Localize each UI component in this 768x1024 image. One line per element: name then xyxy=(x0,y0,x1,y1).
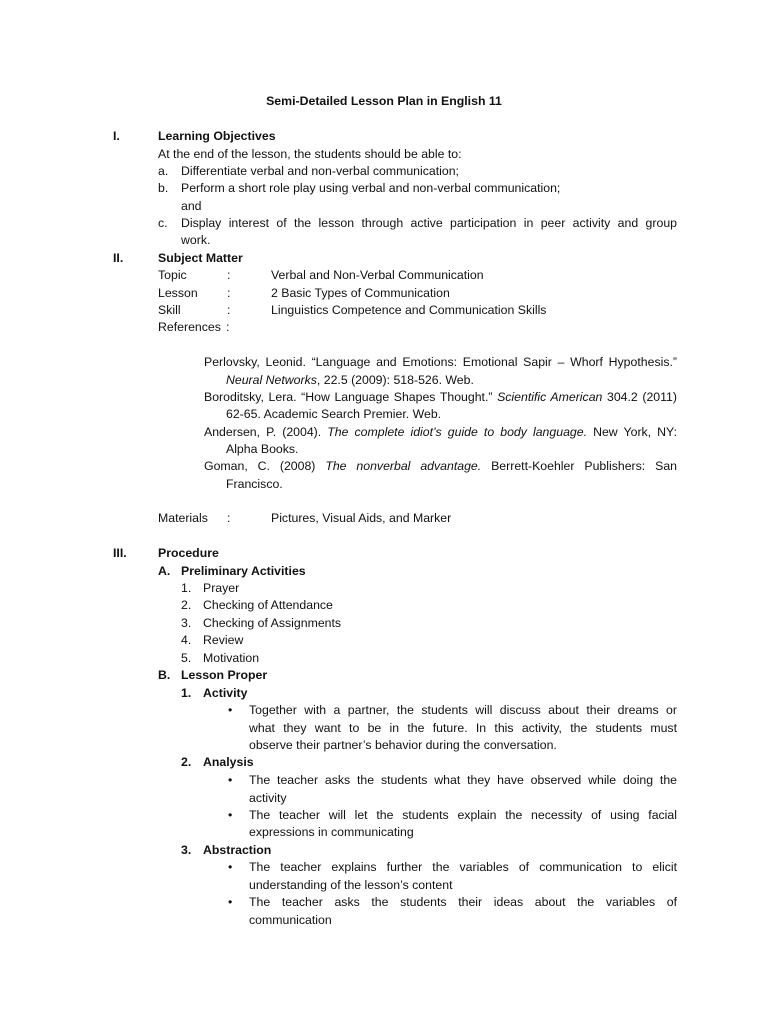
abstraction-bullet-1: • xyxy=(228,860,233,874)
skill-colon: : xyxy=(227,303,231,317)
abstraction-b2-line-1: The teacher asks the students their ideas about the variables of xyxy=(249,895,677,909)
section-2-numeral: II. xyxy=(113,251,124,265)
reference-2-line-2: 62-65. Academic Search Premier. Web. xyxy=(226,407,442,421)
prelim-item-5-num: 5. xyxy=(181,651,192,665)
lesson-label: Lesson xyxy=(158,286,198,300)
prelim-item-2-text: Checking of Attendance xyxy=(203,598,333,612)
part-a-heading: Preliminary Activities xyxy=(181,564,306,578)
topic-colon: : xyxy=(227,268,231,282)
lesson-value: 2 Basic Types of Communication xyxy=(271,286,450,300)
objective-c-continuation: work. xyxy=(181,233,211,247)
reference-2-line-1: Boroditsky, Lera. “How Language Shapes Thought.” Scientific American 304.2 (2011) xyxy=(204,390,677,404)
topic-label: Topic xyxy=(158,268,187,282)
objective-a-letter: a. xyxy=(158,164,169,178)
analysis-b1-line-1: The teacher asks the students what they have observed while doing the xyxy=(249,773,677,787)
activity-heading: Activity xyxy=(203,686,248,700)
page-title: Semi-Detailed Lesson Plan in English 11 xyxy=(266,94,502,108)
reference-1-line-2: Neural Networks, 22.5 (2009): 518-526. Web. xyxy=(226,373,474,387)
activity-bullet: • xyxy=(228,703,233,717)
materials-value: Pictures, Visual Aids, and Marker xyxy=(271,511,452,525)
analysis-b1-line-2: activity xyxy=(249,791,287,805)
part-a-letter: A. xyxy=(158,564,171,578)
prelim-item-5-text: Motivation xyxy=(203,651,260,665)
materials-label: Materials xyxy=(158,511,208,525)
topic-value: Verbal and Non-Verbal Communication xyxy=(271,268,484,282)
references-colon: : xyxy=(226,320,230,334)
reference-4-line-1: Goman, C. (2008) The nonverbal advantage. Berrett-Koehler Publishers: San xyxy=(204,459,677,473)
activity-line-2: what they want to be in the future. In this activity, the students must xyxy=(249,721,677,735)
section-3-heading: Procedure xyxy=(158,546,219,560)
prelim-item-3-text: Checking of Assignments xyxy=(203,616,342,630)
objective-c-text: Display interest of the lesson through active participation in peer activity and group xyxy=(181,216,677,230)
abstraction-b1-line-1: The teacher explains further the variables of communication to elicit xyxy=(249,860,677,874)
activity-num: 1. xyxy=(181,686,192,700)
reference-1-line-1: Perlovsky, Leonid. “Language and Emotions: Emotional Sapir – Whorf Hypothesis.” xyxy=(204,355,677,369)
lesson-colon: : xyxy=(227,286,231,300)
materials-colon: : xyxy=(227,511,231,525)
objectives-intro: At the end of the lesson, the students should be able to: xyxy=(158,147,462,161)
reference-3-line-2: Alpha Books. xyxy=(226,442,299,456)
skill-label: Skill xyxy=(158,303,181,317)
objective-b-letter: b. xyxy=(158,181,169,195)
section-2-heading: Subject Matter xyxy=(158,251,243,265)
section-1-numeral: I. xyxy=(113,129,120,143)
abstraction-b2-line-2: communication xyxy=(249,913,332,927)
abstraction-bullet-2: • xyxy=(228,895,233,909)
skill-value: Linguistics Competence and Communication Skills xyxy=(271,303,547,317)
section-3-numeral: III. xyxy=(113,546,127,560)
references-label: References xyxy=(158,320,221,334)
prelim-item-1-text: Prayer xyxy=(203,581,240,595)
analysis-bullet-2: • xyxy=(228,808,233,822)
prelim-item-1-num: 1. xyxy=(181,581,192,595)
activity-line-1: Together with a partner, the students will discuss about their dreams or xyxy=(249,703,677,717)
abstraction-heading: Abstraction xyxy=(203,843,272,857)
objective-a-text: Differentiate verbal and non-verbal communication; xyxy=(181,164,459,178)
objective-c-letter: c. xyxy=(158,216,168,230)
analysis-b2-line-1: The teacher will let the students explain the necessity of using facial xyxy=(249,808,677,822)
prelim-item-4-text: Review xyxy=(203,633,244,647)
analysis-b2-line-2: expressions in communicating xyxy=(249,825,414,839)
part-b-heading: Lesson Proper xyxy=(181,668,268,682)
prelim-item-2-num: 2. xyxy=(181,598,192,612)
analysis-heading: Analysis xyxy=(203,755,254,769)
objective-b-text: Perform a short role play using verbal and non-verbal communication; xyxy=(181,181,561,195)
part-b-letter: B. xyxy=(158,668,171,682)
abstraction-b1-line-2: understanding of the lesson’s content xyxy=(249,878,453,892)
activity-line-3: observe their partner’s behavior during the conversation. xyxy=(249,738,557,752)
analysis-bullet-1: • xyxy=(228,773,233,787)
reference-4-line-2: Francisco. xyxy=(226,477,283,491)
reference-3-line-1: Andersen, P. (2004). The complete idiot’s guide to body language. New York, NY: xyxy=(204,425,677,439)
analysis-num: 2. xyxy=(181,755,192,769)
objective-b-continuation: and xyxy=(181,199,202,213)
abstraction-num: 3. xyxy=(181,843,192,857)
prelim-item-3-num: 3. xyxy=(181,616,192,630)
prelim-item-4-num: 4. xyxy=(181,633,192,647)
section-1-heading: Learning Objectives xyxy=(158,129,276,143)
